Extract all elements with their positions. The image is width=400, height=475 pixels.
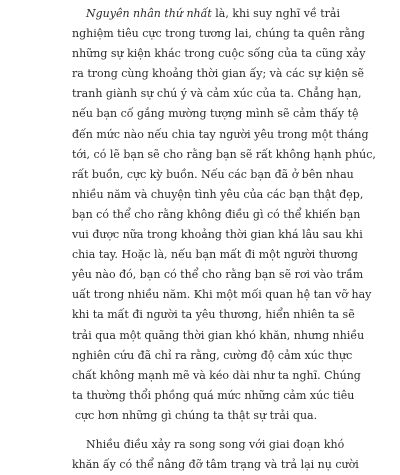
text-line: ta thường thổi phồng quá mức những cảm xúc tiêu xyxy=(72,388,355,402)
paragraph-gap xyxy=(72,426,320,435)
text-line: nghiệm tiêu cực trong tương lai, chúng ta quên rằng xyxy=(72,27,365,41)
text-line: nếu bạn cố gắng mường tượng mình sẽ cảm thấy tệ xyxy=(72,107,359,121)
paragraph-2 xyxy=(72,435,359,475)
paragraph-1 xyxy=(72,4,376,426)
text-line: bạn có thể cho rằng không điều gì có thể khiến bạn xyxy=(72,207,361,221)
text-line: chất không mạnh mẽ và kéo dài như ta nghĩ. Chúng xyxy=(72,368,361,382)
italic-lead-phrase: Nguyên nhân thứ nhất xyxy=(86,7,212,20)
text-line: ra trong cùng khoảng thời gian ấy; và các sự kiện sẽ xyxy=(72,67,364,81)
text-line: nhiều năm và chuyện tình yêu của các bạn thật đẹp, xyxy=(72,187,364,201)
text-line: rất buồn, cực kỳ buồn. Nếu các bạn đã ở bên nhau xyxy=(72,167,354,181)
text-line: trải qua một quãng thời gian khó khăn, nhưng nhiều xyxy=(72,328,365,342)
text-line: nghiên cứu đã chỉ ra rằng, cường độ cảm xúc thực xyxy=(72,348,353,362)
text-line: yêu nào đó, bạn có thể cho rằng bạn sẽ rơi vào trầm xyxy=(72,268,364,282)
text-line: đến mức nào nếu chia tay người yêu trong một tháng xyxy=(72,127,369,141)
text-line: tới, có lẽ bạn sẽ cho rằng bạn sẽ rất không hạnh phúc, xyxy=(72,147,376,161)
text-line: khi ta mất đi người ta yêu thương, hiển nhiên ta sẽ xyxy=(72,308,355,322)
text-line: những sự kiện khác trong cuộc sống của ta cũng xảy xyxy=(72,47,366,61)
text-line: Nhiều điều xảy ra song song với giai đoạn khó xyxy=(86,437,345,451)
text-line: chia tay. Hoặc là, nếu bạn mất đi một người thương xyxy=(72,248,358,262)
text-line: vui được nữa trong khoảng thời gian khá lâu sau khi xyxy=(72,228,363,242)
text-line: uất trong nhiều năm. Khi một mối quan hệ tan vỡ hay xyxy=(72,288,372,302)
text-line: cực hơn những gì chúng ta thật sự trải qua. xyxy=(74,408,318,422)
text-fragment: là, khi suy nghĩ về trải xyxy=(211,7,341,20)
body-text xyxy=(72,4,376,475)
text-line xyxy=(72,4,341,24)
text-line: khăn ấy có thể nâng đỡ tâm trạng và trả lại nụ cười xyxy=(72,458,359,472)
text-line: tranh giành sự chú ý và cảm xúc của ta. Chẳng hạn, xyxy=(72,87,362,101)
